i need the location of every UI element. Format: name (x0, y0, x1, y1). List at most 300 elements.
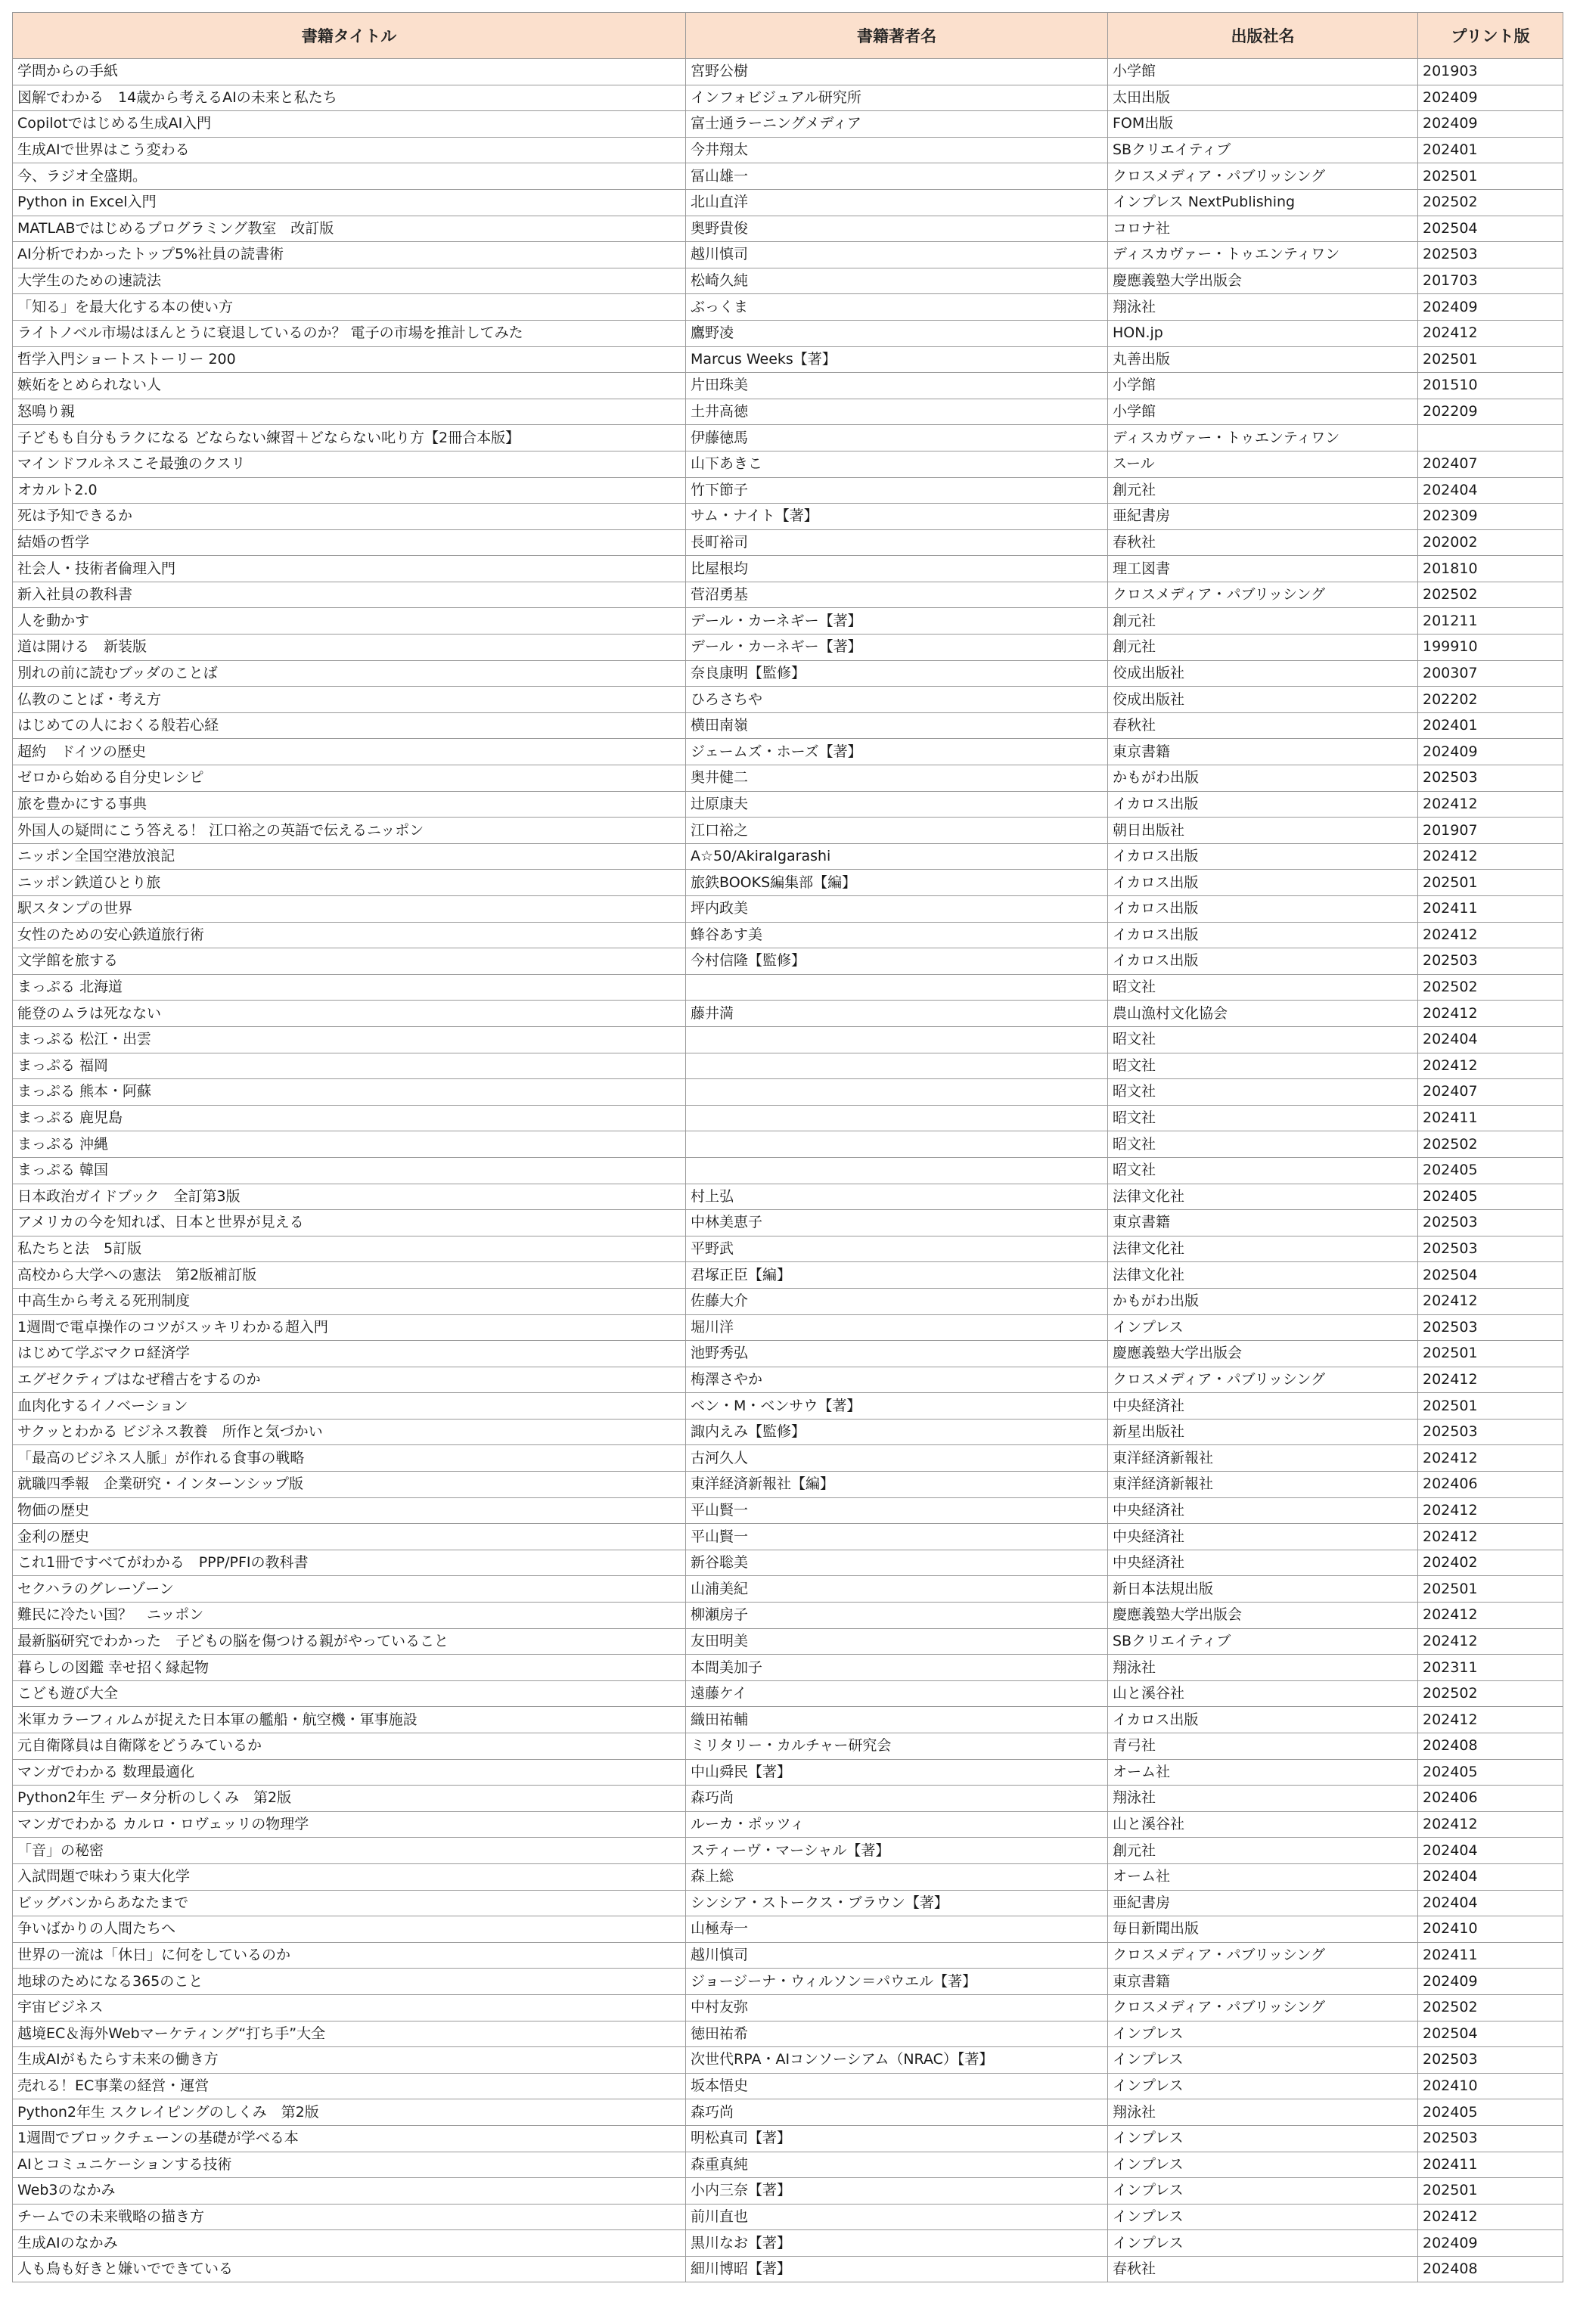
cell-publisher[interactable]: SBクリエイティブ (1108, 1628, 1418, 1655)
cell-title[interactable]: 宇宙ビジネス (13, 1994, 686, 2021)
cell-title[interactable]: オカルト2.0 (13, 477, 686, 504)
cell-author[interactable]: 奥野貴俊 (686, 216, 1108, 242)
cell-print-version[interactable]: 202412 (1418, 320, 1563, 346)
table-row[interactable] (13, 2204, 1563, 2230)
cell-title[interactable]: マンガでわかる 数理最適化 (13, 1759, 686, 1786)
table-row[interactable] (13, 1157, 1563, 1184)
cell-title[interactable]: 売れる！EC事業の経営・運営 (13, 2073, 686, 2099)
cell-author[interactable]: 森上総 (686, 1863, 1108, 1890)
cell-title[interactable]: まっぷる 松江・出雲 (13, 1026, 686, 1053)
cell-title[interactable]: ライトノベル市場はほんとうに衰退しているのか？ 電子の市場を推計してみた (13, 320, 686, 346)
cell-publisher[interactable]: 法律文化社 (1108, 1262, 1418, 1289)
cell-author[interactable]: 森巧尚 (686, 2099, 1108, 2126)
cell-print-version[interactable]: 202501 (1418, 163, 1563, 190)
table-row[interactable] (13, 765, 1563, 792)
cell-title[interactable]: ニッポン鉄道ひとり旅 (13, 870, 686, 896)
cell-print-version[interactable]: 200307 (1418, 660, 1563, 687)
cell-author[interactable]: 旅鉄BOOKS編集部【編】 (686, 870, 1108, 896)
cell-title[interactable]: マンガでわかる カルロ・ロヴェッリの物理学 (13, 1811, 686, 1838)
cell-publisher[interactable]: 法律文化社 (1108, 1236, 1418, 1262)
cell-publisher[interactable]: イカロス出版 (1108, 1707, 1418, 1733)
cell-author[interactable]: 富士通ラーニングメディア (686, 111, 1108, 138)
cell-author[interactable]: ジェームズ・ホーズ【著】 (686, 739, 1108, 765)
cell-print-version[interactable]: 202412 (1418, 1367, 1563, 1393)
cell-publisher[interactable]: 佼成出版社 (1108, 660, 1418, 687)
column-header-title[interactable]: 書籍タイトル (13, 13, 686, 59)
cell-author[interactable]: 黒川なお【著】 (686, 2230, 1108, 2257)
cell-author[interactable]: 古河久人 (686, 1445, 1108, 1472)
cell-publisher[interactable]: 中央経済社 (1108, 1393, 1418, 1420)
table-row[interactable] (13, 1026, 1563, 1053)
cell-print-version[interactable]: 201211 (1418, 608, 1563, 635)
cell-author[interactable]: 山浦美紀 (686, 1576, 1108, 1603)
table-row[interactable] (13, 1445, 1563, 1472)
table-row[interactable] (13, 1838, 1563, 1864)
cell-title[interactable]: 駅スタンプの世界 (13, 896, 686, 923)
cell-title[interactable]: エグゼクティブはなぜ稽古をするのか (13, 1367, 686, 1393)
column-header-author[interactable]: 書籍著者名 (686, 13, 1108, 59)
cell-title[interactable]: Python2年生 スクレイピングのしくみ 第2版 (13, 2099, 686, 2126)
cell-title[interactable]: 争いばかりの人間たちへ (13, 1916, 686, 1943)
cell-print-version[interactable]: 202504 (1418, 2021, 1563, 2047)
cell-publisher[interactable]: 創元社 (1108, 608, 1418, 635)
cell-publisher[interactable]: 新日本法規出版 (1108, 1576, 1418, 1603)
cell-print-version[interactable]: 202412 (1418, 843, 1563, 870)
cell-publisher[interactable]: 昭文社 (1108, 974, 1418, 1001)
cell-title[interactable]: 社会人・技術者倫理入門 (13, 556, 686, 582)
cell-title[interactable]: 道は開ける 新装版 (13, 635, 686, 661)
cell-print-version[interactable]: 202501 (1418, 1576, 1563, 1603)
cell-print-version[interactable]: 202405 (1418, 1157, 1563, 1184)
table-row[interactable] (13, 2021, 1563, 2047)
cell-publisher[interactable]: クロスメディア・パブリッシング (1108, 1367, 1418, 1393)
cell-author[interactable]: 次世代RPA・AIコンソーシアム（NRAC）【著】 (686, 2047, 1108, 2074)
cell-author[interactable]: 松崎久純 (686, 268, 1108, 294)
table-row[interactable] (13, 1994, 1563, 2021)
cell-publisher[interactable]: 慶應義塾大学出版会 (1108, 1341, 1418, 1367)
cell-print-version[interactable]: 202412 (1418, 1628, 1563, 1655)
table-row[interactable] (13, 1655, 1563, 1681)
cell-publisher[interactable]: HON.jp (1108, 320, 1418, 346)
cell-title[interactable]: 暮らしの図鑑 幸せ招く縁起物 (13, 1655, 686, 1681)
table-row[interactable] (13, 346, 1563, 373)
cell-title[interactable]: 「知る」を最大化する本の使い方 (13, 294, 686, 321)
cell-print-version[interactable]: 202404 (1418, 1026, 1563, 1053)
cell-author[interactable]: 堀川洋 (686, 1314, 1108, 1341)
table-row[interactable] (13, 2256, 1563, 2282)
cell-title[interactable]: 就職四季報 企業研究・インターンシップ版 (13, 1472, 686, 1498)
cell-title[interactable]: ニッポン全国空港放浪記 (13, 843, 686, 870)
cell-title[interactable]: 難民に冷たい国？ ニッポン (13, 1603, 686, 1629)
table-row[interactable] (13, 1524, 1563, 1550)
cell-title[interactable]: まっぷる 北海道 (13, 974, 686, 1001)
cell-title[interactable]: 死は予知できるか (13, 504, 686, 530)
cell-author[interactable]: 織田祐輔 (686, 1707, 1108, 1733)
cell-author[interactable]: 坂本悟史 (686, 2073, 1108, 2099)
cell-author[interactable]: 江口裕之 (686, 818, 1108, 844)
cell-author[interactable]: Marcus Weeks【著】 (686, 346, 1108, 373)
table-row[interactable] (13, 948, 1563, 975)
cell-publisher[interactable]: 東洋経済新報社 (1108, 1445, 1418, 1472)
table-row[interactable] (13, 687, 1563, 713)
cell-publisher[interactable]: 翔泳社 (1108, 2099, 1418, 2126)
cell-title[interactable]: 人も鳥も好きと嫌いでできている (13, 2256, 686, 2282)
cell-print-version[interactable]: 202502 (1418, 1131, 1563, 1158)
cell-print-version[interactable]: 202405 (1418, 1184, 1563, 1210)
table-row[interactable] (13, 85, 1563, 111)
cell-publisher[interactable]: イカロス出版 (1108, 896, 1418, 923)
cell-author[interactable]: 森重真純 (686, 2152, 1108, 2178)
cell-title[interactable]: 元自衛隊員は自衛隊をどうみているか (13, 1733, 686, 1760)
cell-publisher[interactable]: クロスメディア・パブリッシング (1108, 1994, 1418, 2021)
cell-author[interactable]: ミリタリー・カルチャー研究会 (686, 1733, 1108, 1760)
cell-publisher[interactable]: 小学館 (1108, 373, 1418, 399)
table-row[interactable] (13, 1942, 1563, 1969)
cell-print-version[interactable]: 202401 (1418, 137, 1563, 163)
table-row[interactable] (13, 582, 1563, 608)
table-row[interactable] (13, 320, 1563, 346)
cell-title[interactable]: 生成AIのなかみ (13, 2230, 686, 2257)
cell-publisher[interactable]: 翔泳社 (1108, 1786, 1418, 1812)
cell-author[interactable]: 柳瀬房子 (686, 1603, 1108, 1629)
cell-publisher[interactable]: 亜紀書房 (1108, 504, 1418, 530)
cell-title[interactable]: 生成AIがもたらす未来の働き方 (13, 2047, 686, 2074)
cell-title[interactable]: 図解でわかる 14歳から考えるAIの未来と私たち (13, 85, 686, 111)
cell-publisher[interactable]: 創元社 (1108, 477, 1418, 504)
table-row[interactable] (13, 2230, 1563, 2257)
table-row[interactable] (13, 712, 1563, 739)
cell-publisher[interactable]: 昭文社 (1108, 1079, 1418, 1106)
cell-print-version[interactable]: 202002 (1418, 529, 1563, 556)
cell-author[interactable] (686, 1131, 1108, 1158)
table-row[interactable] (13, 1759, 1563, 1786)
cell-author[interactable]: 竹下節子 (686, 477, 1108, 504)
cell-print-version[interactable]: 202504 (1418, 1262, 1563, 1289)
table-row[interactable] (13, 216, 1563, 242)
cell-print-version[interactable]: 202408 (1418, 1733, 1563, 1760)
cell-publisher[interactable]: かもがわ出版 (1108, 1288, 1418, 1314)
table-row[interactable] (13, 1890, 1563, 1916)
cell-print-version[interactable]: 202503 (1418, 2125, 1563, 2152)
table-row[interactable] (13, 922, 1563, 948)
cell-print-version[interactable]: 202412 (1418, 922, 1563, 948)
cell-print-version[interactable]: 202501 (1418, 1393, 1563, 1420)
cell-author[interactable]: 北山直洋 (686, 189, 1108, 216)
cell-author[interactable]: 冨山雄一 (686, 163, 1108, 190)
cell-publisher[interactable]: イカロス出版 (1108, 843, 1418, 870)
cell-author[interactable]: 山下あきこ (686, 451, 1108, 477)
cell-title[interactable]: 能登のムラは死なない (13, 1001, 686, 1027)
cell-print-version[interactable]: 202409 (1418, 85, 1563, 111)
cell-publisher[interactable]: 慶應義塾大学出版会 (1108, 1603, 1418, 1629)
table-row[interactable] (13, 1079, 1563, 1106)
cell-print-version[interactable]: 202209 (1418, 399, 1563, 425)
cell-title[interactable]: Web3のなかみ (13, 2178, 686, 2205)
cell-print-version[interactable]: 202503 (1418, 1419, 1563, 1445)
table-row[interactable] (13, 1314, 1563, 1341)
table-row[interactable] (13, 556, 1563, 582)
cell-title[interactable]: 外国人の疑問にこう答える！ 江口裕之の英語で伝えるニッポン (13, 818, 686, 844)
table-row[interactable] (13, 59, 1563, 85)
table-row[interactable] (13, 818, 1563, 844)
cell-author[interactable]: 今村信隆【監修】 (686, 948, 1108, 975)
cell-author[interactable]: 土井高徳 (686, 399, 1108, 425)
cell-publisher[interactable]: 慶應義塾大学出版会 (1108, 268, 1418, 294)
cell-author[interactable]: 越川慎司 (686, 242, 1108, 268)
table-row[interactable] (13, 1210, 1563, 1236)
cell-title[interactable]: チームでの未来戦略の描き方 (13, 2204, 686, 2230)
cell-publisher[interactable]: 理工図書 (1108, 556, 1418, 582)
cell-publisher[interactable]: 東洋経済新報社 (1108, 1472, 1418, 1498)
cell-author[interactable]: 片田珠美 (686, 373, 1108, 399)
cell-title[interactable]: 仏教のことば・考え方 (13, 687, 686, 713)
cell-publisher[interactable]: 青弓社 (1108, 1733, 1418, 1760)
cell-author[interactable]: 平野武 (686, 1236, 1108, 1262)
table-row[interactable] (13, 791, 1563, 818)
cell-publisher[interactable]: スール (1108, 451, 1418, 477)
cell-print-version[interactable]: 202409 (1418, 111, 1563, 138)
cell-print-version[interactable]: 202503 (1418, 242, 1563, 268)
cell-author[interactable]: A☆50/AkiraIgarashi (686, 843, 1108, 870)
cell-print-version[interactable]: 202502 (1418, 1680, 1563, 1707)
cell-title[interactable]: 1週間でブロックチェーンの基礎が学べる本 (13, 2125, 686, 2152)
table-row[interactable] (13, 1603, 1563, 1629)
cell-title[interactable]: 超約 ドイツの歴史 (13, 739, 686, 765)
table-row[interactable] (13, 1733, 1563, 1760)
cell-author[interactable]: 比屋根均 (686, 556, 1108, 582)
table-row[interactable] (13, 242, 1563, 268)
cell-author[interactable] (686, 1053, 1108, 1079)
cell-author[interactable]: 東洋経済新報社【編】 (686, 1472, 1108, 1498)
cell-publisher[interactable]: イカロス出版 (1108, 791, 1418, 818)
cell-publisher[interactable]: 中央経済社 (1108, 1497, 1418, 1524)
cell-print-version[interactable]: 202412 (1418, 1707, 1563, 1733)
table-row[interactable] (13, 1472, 1563, 1498)
cell-print-version[interactable]: 202406 (1418, 1786, 1563, 1812)
cell-author[interactable]: 友田明美 (686, 1628, 1108, 1655)
cell-print-version[interactable]: 202309 (1418, 504, 1563, 530)
table-row[interactable] (13, 1236, 1563, 1262)
cell-author[interactable]: 伊藤徳馬 (686, 425, 1108, 451)
cell-publisher[interactable]: 小学館 (1108, 399, 1418, 425)
cell-print-version[interactable]: 202503 (1418, 1210, 1563, 1236)
cell-publisher[interactable]: 昭文社 (1108, 1026, 1418, 1053)
table-row[interactable] (13, 189, 1563, 216)
cell-author[interactable]: デール・カーネギー【著】 (686, 635, 1108, 661)
cell-publisher[interactable]: 翔泳社 (1108, 294, 1418, 321)
table-row[interactable] (13, 1680, 1563, 1707)
cell-author[interactable]: 本間美加子 (686, 1655, 1108, 1681)
cell-author[interactable] (686, 1105, 1108, 1131)
cell-print-version[interactable]: 202311 (1418, 1655, 1563, 1681)
table-row[interactable] (13, 1288, 1563, 1314)
cell-author[interactable]: ジョージーナ・ウィルソン＝パウエル【著】 (686, 1969, 1108, 1995)
cell-author[interactable]: 新谷聡美 (686, 1550, 1108, 1576)
cell-print-version[interactable]: 202408 (1418, 2256, 1563, 2282)
cell-title[interactable]: 地球のためになる365のこと (13, 1969, 686, 1995)
cell-title[interactable]: 生成AIで世界はこう変わる (13, 137, 686, 163)
cell-title[interactable]: 中高生から考える死刑制度 (13, 1288, 686, 1314)
cell-publisher[interactable]: 農山漁村文化協会 (1108, 1001, 1418, 1027)
cell-print-version[interactable]: 202405 (1418, 1759, 1563, 1786)
cell-author[interactable]: 今井翔太 (686, 137, 1108, 163)
cell-author[interactable]: 藤井満 (686, 1001, 1108, 1027)
cell-publisher[interactable]: 昭文社 (1108, 1131, 1418, 1158)
cell-publisher[interactable]: かもがわ出版 (1108, 765, 1418, 792)
cell-print-version[interactable]: 202412 (1418, 1288, 1563, 1314)
cell-print-version[interactable]: 201510 (1418, 373, 1563, 399)
cell-title[interactable]: 怒鳴り親 (13, 399, 686, 425)
cell-author[interactable]: 前川直也 (686, 2204, 1108, 2230)
table-row[interactable] (13, 2178, 1563, 2205)
cell-print-version[interactable]: 202503 (1418, 1314, 1563, 1341)
cell-print-version[interactable]: 202503 (1418, 765, 1563, 792)
cell-publisher[interactable]: インプレス (1108, 2125, 1418, 2152)
cell-print-version[interactable]: 202501 (1418, 870, 1563, 896)
cell-print-version[interactable]: 201810 (1418, 556, 1563, 582)
cell-title[interactable]: 世界の一流は「休日」に何をしているのか (13, 1942, 686, 1969)
cell-publisher[interactable]: 新星出版社 (1108, 1419, 1418, 1445)
table-row[interactable] (13, 1707, 1563, 1733)
cell-author[interactable]: 越川慎司 (686, 1942, 1108, 1969)
cell-publisher[interactable]: FOM出版 (1108, 111, 1418, 138)
cell-publisher[interactable]: 昭文社 (1108, 1053, 1418, 1079)
cell-title[interactable]: アメリカの今を知れば、日本と世界が見える (13, 1210, 686, 1236)
cell-title[interactable]: 結婚の哲学 (13, 529, 686, 556)
cell-title[interactable]: セクハラのグレーゾーン (13, 1576, 686, 1603)
cell-publisher[interactable]: 佼成出版社 (1108, 687, 1418, 713)
cell-title[interactable]: 入試問題で味わう東大化学 (13, 1863, 686, 1890)
cell-print-version[interactable]: 202401 (1418, 712, 1563, 739)
cell-author[interactable]: 小内三奈【著】 (686, 2178, 1108, 2205)
table-row[interactable] (13, 1419, 1563, 1445)
cell-publisher[interactable]: インプレス (1108, 1314, 1418, 1341)
cell-publisher[interactable]: 中央経済社 (1108, 1550, 1418, 1576)
table-row[interactable] (13, 504, 1563, 530)
cell-publisher[interactable]: インプレス (1108, 2047, 1418, 2074)
cell-publisher[interactable]: イカロス出版 (1108, 870, 1418, 896)
cell-print-version[interactable]: 202412 (1418, 1445, 1563, 1472)
table-row[interactable] (13, 896, 1563, 923)
cell-title[interactable]: 私たちと法 5訂版 (13, 1236, 686, 1262)
cell-publisher[interactable]: 創元社 (1108, 635, 1418, 661)
cell-print-version[interactable]: 202412 (1418, 1001, 1563, 1027)
cell-publisher[interactable]: 東京書籍 (1108, 1210, 1418, 1236)
cell-author[interactable]: 佐藤大介 (686, 1288, 1108, 1314)
cell-print-version[interactable]: 202409 (1418, 2230, 1563, 2257)
cell-print-version[interactable]: 201907 (1418, 818, 1563, 844)
cell-print-version[interactable]: 202503 (1418, 948, 1563, 975)
cell-publisher[interactable]: インプレス (1108, 2152, 1418, 2178)
cell-print-version[interactable]: 199910 (1418, 635, 1563, 661)
table-row[interactable] (13, 137, 1563, 163)
cell-author[interactable]: 菅沼勇基 (686, 582, 1108, 608)
cell-title[interactable]: Python in Excel入門 (13, 189, 686, 216)
table-row[interactable] (13, 1184, 1563, 1210)
cell-publisher[interactable]: 東京書籍 (1108, 1969, 1418, 1995)
cell-print-version[interactable]: 202502 (1418, 974, 1563, 1001)
table-row[interactable] (13, 1969, 1563, 1995)
table-row[interactable] (13, 1576, 1563, 1603)
table-row[interactable] (13, 425, 1563, 451)
cell-title[interactable]: 血肉化するイノベーション (13, 1393, 686, 1420)
cell-author[interactable]: 奈良康明【監修】 (686, 660, 1108, 687)
cell-publisher[interactable]: イカロス出版 (1108, 922, 1418, 948)
cell-title[interactable]: 越境EC＆海外Webマーケティング“打ち手”大全 (13, 2021, 686, 2047)
cell-publisher[interactable]: インプレス (1108, 2021, 1418, 2047)
cell-title[interactable]: 大学生のための速読法 (13, 268, 686, 294)
cell-print-version[interactable]: 202402 (1418, 1550, 1563, 1576)
cell-title[interactable]: 人を動かす (13, 608, 686, 635)
table-row[interactable] (13, 974, 1563, 1001)
cell-author[interactable]: 坪内政美 (686, 896, 1108, 923)
cell-author[interactable] (686, 1026, 1108, 1053)
cell-title[interactable]: まっぷる 福岡 (13, 1053, 686, 1079)
cell-author[interactable]: 平山賢一 (686, 1524, 1108, 1550)
cell-title[interactable]: 子どもも自分もラクになる どならない練習＋どならない叱り方【2冊合本版】 (13, 425, 686, 451)
cell-author[interactable]: 辻原康夫 (686, 791, 1108, 818)
cell-author[interactable]: ぶっくま (686, 294, 1108, 321)
cell-publisher[interactable]: 春秋社 (1108, 712, 1418, 739)
cell-publisher[interactable]: オーム社 (1108, 1863, 1418, 1890)
cell-title[interactable]: はじめての人におくる般若心経 (13, 712, 686, 739)
cell-print-version[interactable]: 202412 (1418, 1524, 1563, 1550)
table-row[interactable] (13, 529, 1563, 556)
table-row[interactable] (13, 268, 1563, 294)
cell-title[interactable]: まっぷる 沖縄 (13, 1131, 686, 1158)
cell-publisher[interactable]: インプレス (1108, 2073, 1418, 2099)
cell-author[interactable]: 中山舜民【著】 (686, 1759, 1108, 1786)
cell-author[interactable]: 鷹野凌 (686, 320, 1108, 346)
cell-author[interactable]: シンシア・ストークス・ブラウン【著】 (686, 1890, 1108, 1916)
cell-print-version[interactable]: 202410 (1418, 2073, 1563, 2099)
cell-publisher[interactable]: 春秋社 (1108, 529, 1418, 556)
cell-print-version[interactable]: 201703 (1418, 268, 1563, 294)
cell-print-version[interactable]: 202502 (1418, 189, 1563, 216)
table-row[interactable] (13, 1628, 1563, 1655)
cell-print-version[interactable]: 202407 (1418, 451, 1563, 477)
table-row[interactable] (13, 1863, 1563, 1890)
cell-print-version[interactable]: 202411 (1418, 1942, 1563, 1969)
cell-title[interactable]: Copilotではじめる生成AI入門 (13, 111, 686, 138)
cell-publisher[interactable]: ディスカヴァー・トゥエンティワン (1108, 425, 1418, 451)
cell-title[interactable]: 「音」の秘密 (13, 1838, 686, 1864)
column-header-print-version[interactable]: プリント版 (1418, 13, 1563, 59)
table-row[interactable] (13, 1497, 1563, 1524)
table-row[interactable] (13, 399, 1563, 425)
cell-title[interactable]: ビッグバンからあなたまで (13, 1890, 686, 1916)
cell-author[interactable]: 長町裕司 (686, 529, 1108, 556)
cell-author[interactable]: 奥井健二 (686, 765, 1108, 792)
cell-print-version[interactable]: 202409 (1418, 1969, 1563, 1995)
cell-publisher[interactable]: クロスメディア・パブリッシング (1108, 582, 1418, 608)
cell-print-version[interactable]: 202412 (1418, 1053, 1563, 1079)
cell-title[interactable]: 嫉妬をとめられない人 (13, 373, 686, 399)
cell-title[interactable]: Python2年生 データ分析のしくみ 第2版 (13, 1786, 686, 1812)
cell-publisher[interactable]: インプレス (1108, 2204, 1418, 2230)
table-row[interactable] (13, 608, 1563, 635)
cell-publisher[interactable]: クロスメディア・パブリッシング (1108, 1942, 1418, 1969)
table-row[interactable] (13, 635, 1563, 661)
cell-print-version[interactable]: 202501 (1418, 346, 1563, 373)
cell-title[interactable]: 日本政治ガイドブック 全訂第3版 (13, 1184, 686, 1210)
cell-print-version[interactable]: 202503 (1418, 1236, 1563, 1262)
cell-print-version[interactable]: 202409 (1418, 294, 1563, 321)
table-row[interactable] (13, 1367, 1563, 1393)
cell-author[interactable]: インフォビジュアル研究所 (686, 85, 1108, 111)
cell-title[interactable]: まっぷる 熊本・阿蘇 (13, 1079, 686, 1106)
cell-author[interactable]: ルーカ・ポッツィ (686, 1811, 1108, 1838)
